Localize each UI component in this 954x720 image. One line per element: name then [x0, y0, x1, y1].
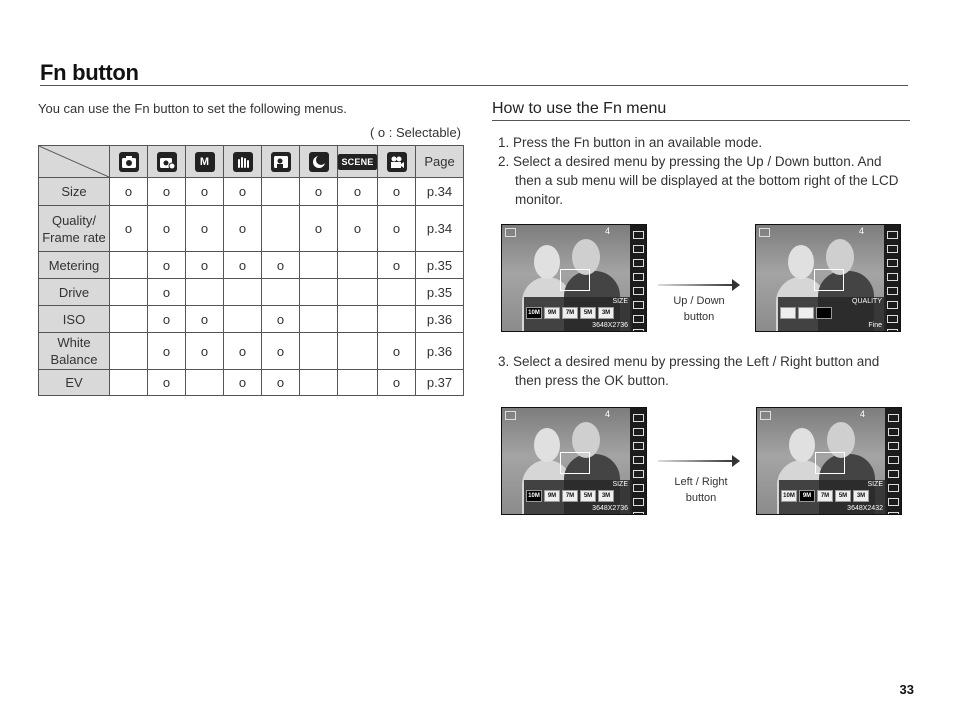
mode-icon	[760, 411, 771, 420]
dual-is-icon	[157, 152, 177, 172]
sub-menu	[779, 480, 887, 514]
sub-menu-option: 10M	[526, 490, 542, 502]
selectable-mark	[338, 306, 378, 333]
table-corner-cell	[39, 146, 110, 178]
shot-count: 4	[604, 226, 610, 236]
photo-help-icon	[233, 152, 253, 172]
mode-header-movie	[378, 146, 416, 178]
sub-menu-option: 5M	[580, 490, 596, 502]
selectable-mark	[378, 279, 416, 306]
selectable-mark: o	[110, 178, 148, 206]
table-row	[39, 279, 464, 306]
page-number: 33	[899, 682, 914, 697]
selectable-mark: o	[338, 178, 378, 206]
sub-menu-option: 3M	[598, 490, 614, 502]
selectable-mark	[300, 370, 338, 396]
sub-menu	[778, 297, 886, 331]
howto-step-3	[498, 352, 908, 390]
sub-menu	[524, 480, 632, 514]
selectable-mark: o	[378, 206, 416, 252]
selectable-mark	[186, 370, 224, 396]
sub-menu-option: 10M	[781, 490, 797, 502]
selectable-mark: o	[378, 333, 416, 370]
row-label: White Balance	[39, 333, 110, 370]
table-row	[39, 333, 464, 370]
selectable-mark: o	[148, 252, 186, 279]
row-label: Size	[39, 178, 110, 206]
table-row	[39, 252, 464, 279]
selectable-mark: o	[300, 178, 338, 206]
page-ref: p.34	[416, 178, 464, 206]
selectable-mark	[378, 306, 416, 333]
sub-menu-option: 9M	[799, 490, 815, 502]
selectable-mark: o	[338, 206, 378, 252]
selectable-mark: o	[148, 306, 186, 333]
shot-count: 4	[859, 409, 865, 419]
step-2: 2. Select a desired menu by pressing the Up / Down button. And then a sub menu will be displayed at the bottom right of the LCD monitor.	[498, 154, 899, 207]
table-row	[39, 306, 464, 333]
selectable-mark: o	[262, 333, 300, 370]
sub-menu-option	[816, 307, 832, 319]
selectable-mark	[262, 178, 300, 206]
mode-icon	[505, 228, 516, 237]
selectable-mark	[262, 279, 300, 306]
selectable-mark: o	[148, 206, 186, 252]
lcd-screen-size-after	[756, 407, 902, 515]
selectable-mark	[338, 370, 378, 396]
fn-menu-bar	[630, 225, 646, 332]
fn-menu-bar	[630, 408, 646, 515]
sub-menu	[524, 297, 632, 331]
focus-frame	[814, 269, 844, 291]
selectable-note: ( o : Selectable)	[369, 125, 461, 140]
sub-menu-option: 7M	[817, 490, 833, 502]
selectable-mark	[300, 306, 338, 333]
fn-menu-bar	[885, 408, 901, 515]
selectable-mark: o	[224, 252, 262, 279]
page-ref: p.37	[416, 370, 464, 396]
shot-count: 4	[604, 409, 610, 419]
selectable-mark: o	[186, 206, 224, 252]
selectable-mark	[110, 333, 148, 370]
mode-header-portrait	[262, 146, 300, 178]
scene-icon: SCENE	[338, 154, 376, 170]
sub-menu-option: 9M	[544, 307, 560, 319]
caption-updown: Up / Down button	[673, 295, 725, 323]
arrow-right-icon	[658, 284, 734, 286]
focus-frame	[560, 269, 590, 291]
mode-header-night	[300, 146, 338, 178]
table-header-row	[39, 146, 464, 178]
selectable-mark: o	[262, 252, 300, 279]
sub-menu-option	[780, 307, 796, 319]
row-label: Drive	[39, 279, 110, 306]
selectable-mark	[262, 206, 300, 252]
selectable-mark: o	[224, 178, 262, 206]
selectable-mark: o	[378, 252, 416, 279]
mode-header-auto	[110, 146, 148, 178]
mode-header-photo-help	[224, 146, 262, 178]
sub-menu-value: Fine	[868, 322, 882, 329]
sub-menu-value: 3648X2736	[592, 505, 628, 512]
page-ref: p.36	[416, 333, 464, 370]
sub-menu-option: 7M	[562, 307, 578, 319]
selectable-mark: o	[186, 333, 224, 370]
selectable-mark: o	[378, 178, 416, 206]
sub-menu-option: 5M	[580, 307, 596, 319]
selectable-mark: o	[110, 206, 148, 252]
step-1: 1. Press the Fn button in an available mode.	[498, 135, 763, 150]
sub-menu-option: 3M	[853, 490, 869, 502]
selectable-mark	[224, 306, 262, 333]
howto-heading: How to use the Fn menu	[492, 100, 667, 117]
fn-menu-table	[38, 145, 464, 396]
mode-icon	[505, 411, 516, 420]
selectable-mark: o	[224, 206, 262, 252]
selectable-mark: o	[262, 306, 300, 333]
page-ref: p.35	[416, 279, 464, 306]
row-label: EV	[39, 370, 110, 396]
fn-menu-bar	[884, 225, 900, 332]
selectable-mark: o	[186, 252, 224, 279]
selectable-mark	[338, 333, 378, 370]
table-row	[39, 370, 464, 396]
mode-header-scene	[338, 146, 378, 178]
shot-count: 4	[858, 226, 864, 236]
sub-menu-option: 5M	[835, 490, 851, 502]
howto-divider	[492, 120, 910, 121]
page-ref: p.36	[416, 306, 464, 333]
page-title: Fn button	[40, 60, 139, 85]
row-label: ISO	[39, 306, 110, 333]
row-label: Metering	[39, 252, 110, 279]
page-ref: p.34	[416, 206, 464, 252]
selectable-mark: o	[378, 370, 416, 396]
selectable-mark	[110, 279, 148, 306]
caption-leftright: Left / Right button	[674, 476, 728, 504]
selectable-mark: o	[148, 178, 186, 206]
selectable-mark	[110, 306, 148, 333]
camera-icon	[119, 152, 139, 172]
night-icon	[309, 152, 329, 172]
selectable-mark: o	[148, 370, 186, 396]
focus-frame	[815, 452, 845, 474]
sub-menu-label: QUALITY	[852, 298, 882, 305]
selectable-mark: o	[300, 206, 338, 252]
selectable-mark: o	[148, 279, 186, 306]
manual-icon: M	[195, 152, 215, 172]
howto-steps-1-2	[498, 133, 908, 209]
row-label: Quality/ Frame rate	[39, 206, 110, 252]
lcd-screen-size-before	[501, 407, 647, 515]
mode-icon	[759, 228, 770, 237]
sub-menu-value: 3648X2432	[847, 505, 883, 512]
selectable-mark: o	[224, 370, 262, 396]
table-row	[39, 178, 464, 206]
sub-menu-option: 3M	[598, 307, 614, 319]
sub-menu-option: 10M	[526, 307, 542, 319]
selectable-mark	[300, 279, 338, 306]
sub-menu-label: SIZE	[612, 298, 628, 305]
arrow-right-icon	[658, 460, 734, 462]
intro-text: You can use the Fn button to set the following menus.	[38, 101, 347, 116]
selectable-mark: o	[262, 370, 300, 396]
mode-header-manual	[186, 146, 224, 178]
lcd-screen-quality	[755, 224, 901, 332]
focus-frame	[560, 452, 590, 474]
page-column-header: Page	[416, 146, 464, 178]
sub-menu-option	[798, 307, 814, 319]
sub-menu-value: 3648X2736	[592, 322, 628, 329]
title-divider	[40, 85, 908, 86]
page-ref: p.35	[416, 252, 464, 279]
portrait-icon	[271, 152, 291, 172]
sub-menu-label: SIZE	[867, 481, 883, 488]
selectable-mark	[338, 252, 378, 279]
selectable-mark	[300, 333, 338, 370]
sub-menu-label: SIZE	[612, 481, 628, 488]
sub-menu-option: 7M	[562, 490, 578, 502]
selectable-mark	[110, 370, 148, 396]
selectable-mark: o	[224, 333, 262, 370]
step-3: 3. Select a desired menu by pressing the Left / Right button and then press the OK button.	[498, 354, 880, 388]
lcd-screen-size	[501, 224, 647, 332]
selectable-mark	[110, 252, 148, 279]
selectable-mark	[338, 279, 378, 306]
sub-menu-option: 9M	[544, 490, 560, 502]
selectable-mark	[300, 252, 338, 279]
selectable-mark: o	[186, 306, 224, 333]
mode-header-dis	[148, 146, 186, 178]
movie-icon	[387, 152, 407, 172]
selectable-mark	[186, 279, 224, 306]
selectable-mark	[224, 279, 262, 306]
selectable-mark: o	[186, 178, 224, 206]
table-row	[39, 206, 464, 252]
selectable-mark: o	[148, 333, 186, 370]
